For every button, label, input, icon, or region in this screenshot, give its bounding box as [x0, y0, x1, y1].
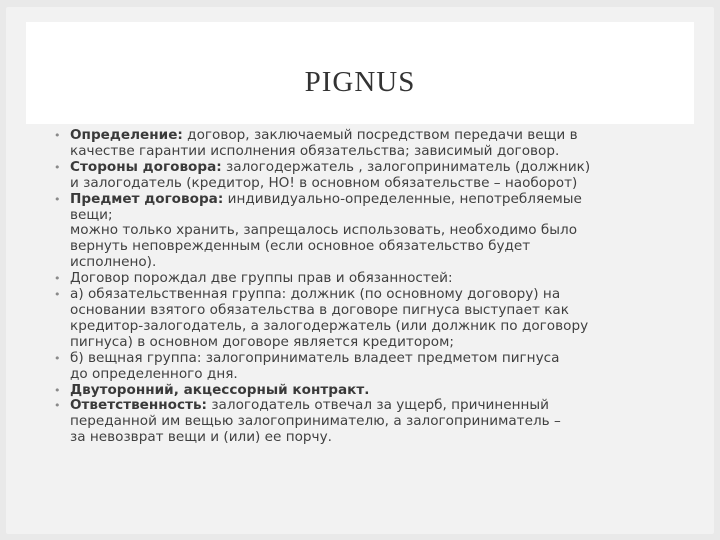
bullet-line [70, 398, 686, 414]
bullet-line [70, 160, 686, 176]
bullet-line: до определенного дня. [70, 365, 238, 382]
bullet-text: индивидуально-определенные, непотребляемые [223, 190, 582, 207]
bullet-line: основании взятого обязательства в договоре пигнуса выступает как [70, 301, 569, 318]
bullet-item [46, 383, 686, 399]
bullet-line: и залогодатель (кредитор, НО! в основном обязательстве – наоборот) [70, 174, 578, 191]
bullet-item [46, 351, 686, 383]
bullet-icon: • [54, 129, 61, 142]
bullet-line: исполнено). [70, 254, 157, 271]
bullet-icon: • [54, 160, 61, 174]
bullet-item [46, 271, 686, 287]
bullet-line: за невозврат вещи и (или) ее порчу. [70, 429, 332, 446]
bullet-item [46, 398, 686, 446]
bullet-icon: • [54, 272, 61, 286]
bullet-line: переданной им вещью залогопринимателю, а залогоприниматель – [70, 413, 561, 430]
bullet-list [46, 128, 686, 446]
bullet-line: можно только хранить, запрещалось использовать, необходимо было [70, 222, 578, 239]
bullet-line: вернуть неповрежденным (если основное обязательство будет [70, 238, 531, 255]
bullet-text: залогодатель отвечал за ущерб, причиненный [207, 397, 549, 414]
title-box [26, 22, 694, 124]
bullet-line [70, 383, 686, 399]
bullet-line [70, 128, 686, 144]
bullet-line [70, 192, 686, 208]
slide [6, 7, 714, 534]
bullet-bold-label: Двуторонний, акцессорный контракт. [70, 381, 370, 398]
bullet-line [70, 287, 686, 303]
bullet-line: вещи; [70, 206, 113, 223]
bullet-item [46, 128, 686, 160]
bullet-bold-label: Определение: [70, 127, 183, 143]
bullet-bold-label: Ответственность: [70, 397, 207, 414]
bullet-icon: • [54, 383, 61, 397]
bullet-item [46, 160, 686, 192]
bullet-line [70, 351, 686, 367]
bullet-line: кредитор-залогодатель, а залогодержатель (или должник по договору [70, 317, 589, 334]
bullet-text: Договор порождал две группы прав и обязанностей: [70, 270, 453, 287]
slide-title: PIGNUS [304, 66, 416, 98]
bullet-text: договор, заключаемый посредством передачи вещи в [182, 127, 578, 143]
bullet-item [46, 287, 686, 351]
bullet-line: качестве гарантии исполнения обязательства; зависимый договор. [70, 142, 560, 159]
bullet-icon: • [54, 192, 61, 206]
bullet-line: пигнуса) в основном договоре является кредитором; [70, 333, 454, 350]
bullet-text: а) обязательственная группа: должник (по основному договору) на [70, 286, 561, 303]
bullet-icon: • [54, 399, 61, 413]
bullet-icon: • [54, 351, 61, 365]
bullet-bold-label: Стороны договора: [70, 158, 222, 175]
bullet-line [70, 271, 686, 287]
bullet-text: залогодержатель , залогоприниматель (должник) [221, 158, 591, 175]
bullet-icon: • [54, 288, 61, 302]
bullet-bold-label: Предмет договора: [70, 190, 224, 207]
bullet-item [46, 192, 686, 272]
bullet-text: б) вещная группа: залогоприниматель владеет предметом пигнуса [70, 349, 560, 366]
